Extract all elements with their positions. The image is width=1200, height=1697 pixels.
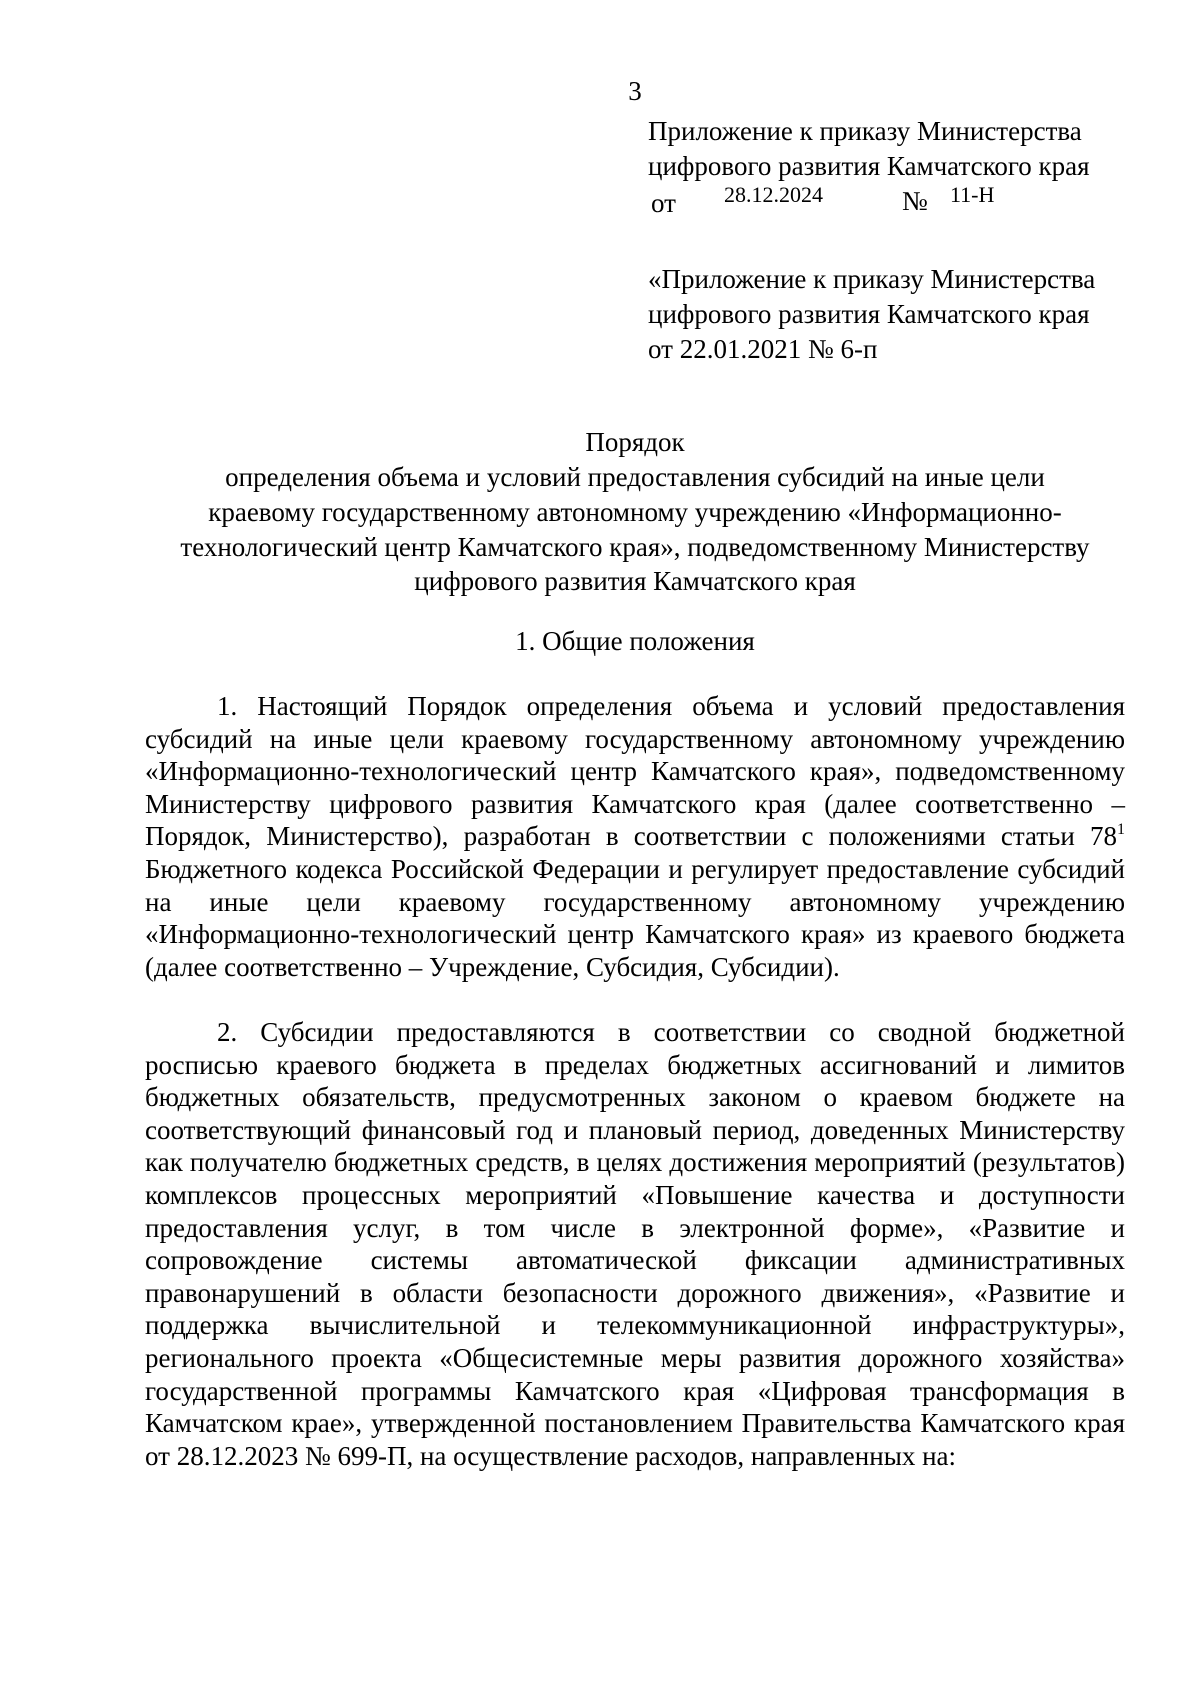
title-line-3: краевому государственному автономному учреждению «Информационно-: [208, 497, 1062, 527]
section-heading: 1. Общие положения: [515, 626, 755, 656]
title-line-1: Порядок: [585, 427, 685, 457]
paragraph-1-text-b: Бюджетного кодекса Российской Федерации и регулирует предоставление субсидий на иные цели краевому государственному автономному учреждению «Информационно-технологический центр Камчатского края» из краевого бюджета (далее соответственно – Учреждение, Субсидия, Субсидии).: [145, 853, 1125, 982]
page-number: 3: [628, 76, 642, 106]
paragraph-1-text-a: 1. Настоящий Порядок определения объема и условий предоставления субсидий на иные цели краевому государственному автономному учреждению «Информационно-технологический центр Камчатского края», подведомственному Министерству цифрового развития Камчатского края (далее соответственно – Порядок, Министерство), разработан в соответствии с положениями статьи 78: [145, 691, 1125, 852]
header-appendix-date-line: [648, 182, 1068, 226]
paragraph-2: 2. Субсидии предоставляются в соответствии со сводной бюджетной росписью краевого бюджета в пределах бюджетных ассигнований и лимитов бюджетных обязательств, предусмотренных законом о краевом бюджете на соответствующий финансовый год и плановый период, доведенных Министерству как получателю бюджетных средств, в целях достижения мероприятий (результатов) комплексов процессных мероприятий «Повышение качества и доступности предоставления услуг, в том числе в электронной форме», «Развитие и сопровождение системы автоматической фиксации административных правонарушений в области безопасности дорожного движения», «Развитие и поддержка вычислительной и телекоммуникационной инфраструктуры», регионального проекта «Общесистемные меры развития дорожного хозяйства» государственной программы Камчатского края «Цифровая трансформация в Камчатском крае», утвержденной постановлением Правительства Камчатского края от 28.12.2023 № 699-П, на осуществление расходов, направленных на:: [145, 1017, 1125, 1471]
title-line-5: цифрового развития Камчатского края: [414, 566, 856, 596]
header-appendix-line-2: цифрового развития Камчатского края: [648, 151, 1090, 181]
quoted-appendix-line-2: цифрового развития Камчатского края: [648, 299, 1090, 329]
order-number: 11-Н: [950, 182, 995, 207]
title-line-2: определения объема и условий предоставления субсидий на иные цели: [225, 462, 1045, 492]
quoted-appendix-line-1: «Приложение к приказу Министерства: [648, 264, 1096, 294]
order-date: 28.12.2024: [724, 182, 823, 207]
quoted-appendix-line-3: от 22.01.2021 № 6-п: [648, 334, 878, 364]
date-prefix: от: [651, 188, 676, 218]
header-appendix-line-1: Приложение к приказу Министерства: [648, 116, 1082, 146]
number-prefix: №: [902, 186, 928, 216]
title-line-4: технологический центр Камчатского края», подведомственному Министерству: [180, 532, 1090, 562]
paragraph-1-superscript: 1: [1117, 821, 1125, 839]
paragraph-1: [145, 690, 1125, 983]
